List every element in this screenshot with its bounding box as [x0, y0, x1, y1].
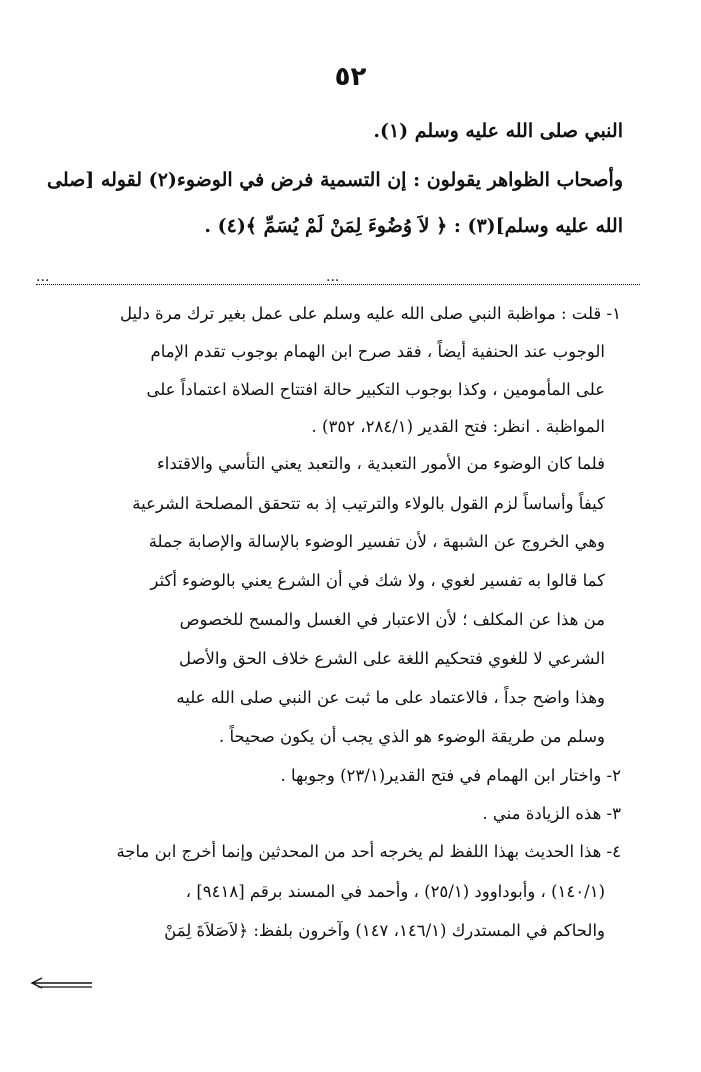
body-line-2: وأصحاب الظواهر يقولون : إن التسمية فرض في الوضوء(٢) لقوله [صلى — [47, 169, 623, 191]
footnote-line-14: ٣- هذه الزيادة مني . — [482, 804, 621, 823]
continuation-arrow-icon — [30, 976, 94, 990]
separator-dots: ... — [36, 269, 50, 285]
footnote-separator — [36, 284, 640, 285]
footnote-line-9: من هذا عن المكلف ؛ لأن الاعتبار في الغسل والمسح للخصوص — [179, 610, 605, 629]
footnote-line-7: وهي الخروج عن الشبهة ، لأن تفسير الوضوء بالإسالة والإصابة جملة — [148, 532, 605, 551]
footnote-line-11: وهذا واضح جداً ، فالاعتماد على ما ثبت عن النبي صلى الله عليه — [176, 688, 605, 707]
footnote-line-3: على المأمومين ، وكذا بوجوب التكبير حالة افتتاح الصلاة اعتماداً على — [146, 380, 605, 399]
footnote-line-15: ٤- هذا الحديث بهذا اللفظ لم يخرجه أحد من المحدثين وإنما أخرج ابن ماجة — [116, 842, 621, 861]
body-line-1: النبي صلى الله عليه وسلم (١). — [373, 120, 623, 142]
footnote-line-13: ٢- واختار ابن الهمام في فتح القدير(٢٣/١) وجوبها . — [280, 766, 621, 785]
page-number: ٥٢ — [334, 62, 367, 92]
footnote-line-17: والحاكم في المستدرك (١٤٦/١، ١٤٧) وآخرون بلفظ: ﴿لاَصَلاَةَ لِمَنْ — [164, 921, 605, 940]
footnote-line-4: المواظبة . انظر: فتح القدير (٢٨٤/١، ٣٥٢) . — [311, 417, 605, 436]
footnote-line-5: فلما كان الوضوء من الأمور التعبدية ، والتعبد يعني التأسي والاقتداء — [157, 454, 605, 473]
footnote-line-12: وسلم من طريقة الوضوء هو الذي يجب أن يكون صحيحاً . — [218, 727, 605, 746]
body-line-3: الله عليه وسلم](٣) : ﴿ لاَ وُضُوءَ لِمَنْ لَمْ يُسَمِّ ﴾(٤) . — [204, 215, 623, 237]
footnote-line-8: كما قالوا به تفسير لغوي ، ولا شك في أن الشرع يعني بالوضوء أكثر — [150, 571, 605, 590]
footnote-line-6: كيفاً وأساساً لزم القول بالولاء والترتيب إذ به تتحقق المصلحة الشرعية — [132, 494, 605, 513]
footnote-line-1: ١- قلت : مواظبة النبي صلى الله عليه وسلم على عمل بغير ترك مرة دليل — [119, 304, 621, 323]
footnote-line-16: (١٤٠/١) ، وأبوداوود (٢٥/١) ، وأحمد في المسند برقم [٩٤١٨] ، — [185, 882, 605, 901]
separator-ellipsis: ... — [326, 269, 340, 285]
footnote-line-2: الوجوب عند الحنفية أيضاً ، فقد صرح ابن الهمام بوجوب تقدم الإمام — [150, 342, 605, 361]
footnote-line-10: الشرعي لا للغوي فتحكيم اللغة على الشرع خلاف الحق والأصل — [179, 649, 605, 668]
